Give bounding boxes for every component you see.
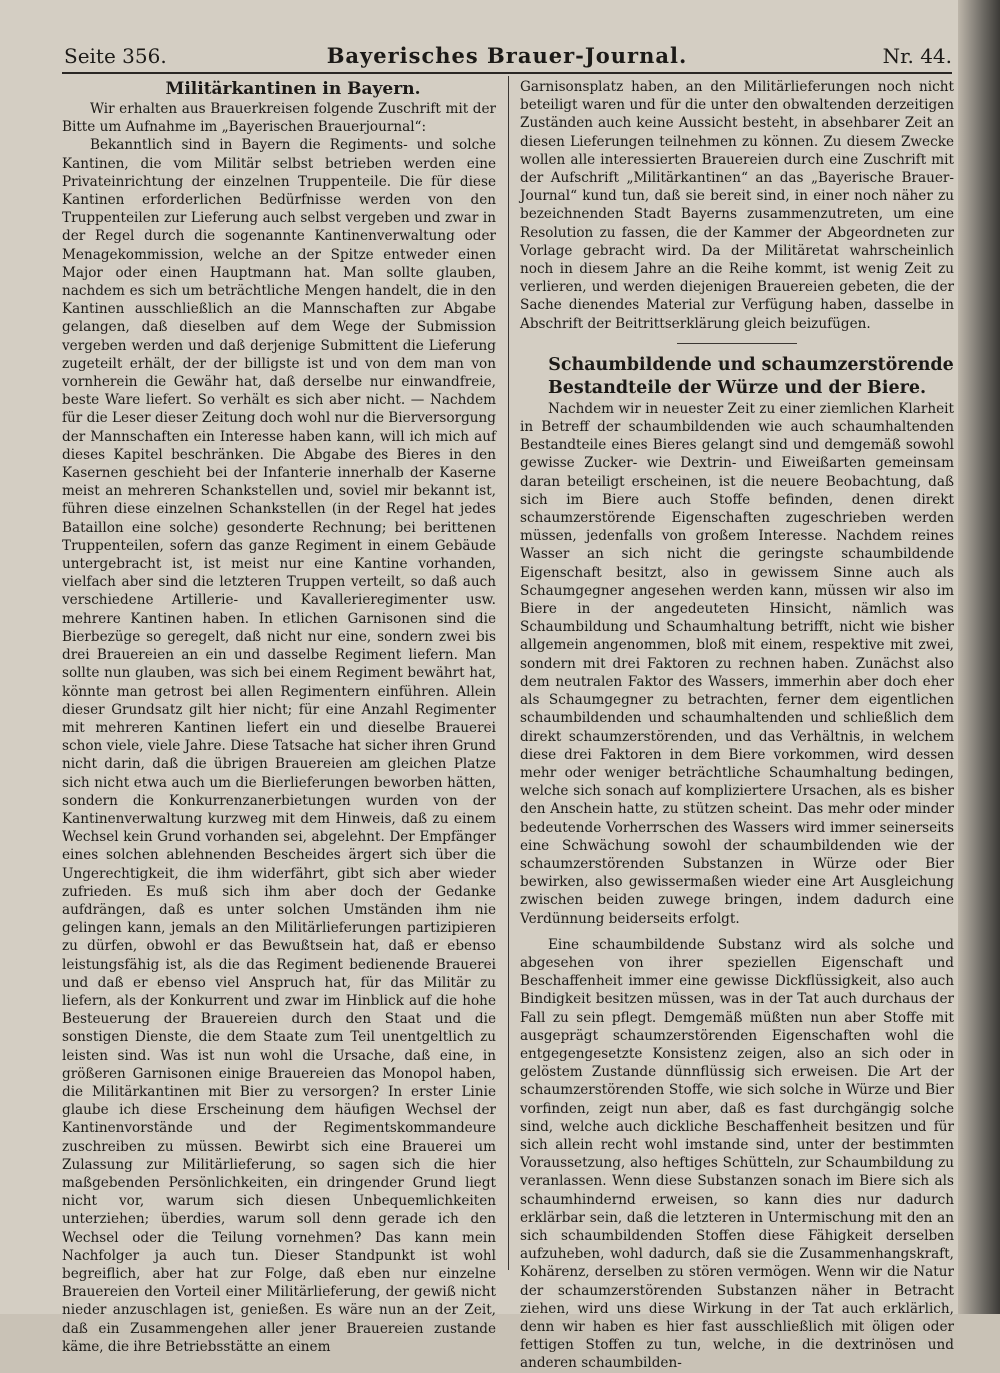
page-header xyxy=(62,42,952,70)
page-edge-shadow xyxy=(958,0,1000,1314)
right-column xyxy=(520,78,954,1373)
column-divider xyxy=(508,76,509,1270)
paragraph-gap xyxy=(520,928,954,936)
journal-title: Bayerisches Brauer-Journal. xyxy=(326,43,688,68)
page-number: Seite 356. xyxy=(64,44,167,68)
left-column xyxy=(62,78,496,1356)
article-continuation: Garnisonsplatz haben, an den Militärlieferungen noch nicht beteiligt waren und für die unter den obwaltenden derzeitigen Zuständen auch keine Aussicht besteht, in absehbarer Zeit an diesen Lieferungen teilnehmen zu können. Zu diesem Zwecke wollen alle interessierten Brauereien durch eine Zuschrift mit der Aufschrift „Militärkantinen“ an das „Bayerische Brauer-Journal“ kund tun, daß sie bereit sind, in einer noch näher zu bezeichnenden Stadt Bayerns zusammenzutreten, um eine Resolution zu fassen, die der Kammer der Abgeordneten zur Vorlage gebracht wird. Da der Militäretat wahrscheinlich noch in diesem Jahre an die Reihe kommt, ist wenig Zeit zu verlieren, und werden diejenigen Brauereien gebeten, die der Sache dienendes Material zur Verfügung haben, dasselbe in Abschrift der Beitrittserklärung gleich beizufügen. xyxy=(520,79,954,332)
article-title-militaerkantinen: Militärkantinen in Bayern. xyxy=(165,79,421,99)
article-paragraph: Eine schaumbildende Substanz wird als solche und abgesehen von ihrer speziellen Eigenschaft und Beschaffenheit immer eine gewisse Dickflüssigkeit, also auch Bindigkeit besitzen müssen, was in der Tat auch durchaus der Fall zu sein pflegt. Demgemäß müßten nun aber Stoffe mit ausgeprägt schaumzerstörenden Eigenschaften wohl die entgegengesetzte Konsistenz zeigen, also an sich oder in gelöstem Zustande dünnflüssig sich erweisen. Die Art der schaumzerstörenden Stoffe, wie sich solche in Würze und Bier vorfinden, zeigt nun aber, daß es fast durchgängig solche sind, welche auch dickliche Beschaffenheit besitzen und für sich allein recht wohl imstande sind, unter der bestimmten Voraussetzung, also heftiges Schütteln, zur Schaumbildung zu veranlassen. Wenn diese Substanzen sonach im Biere sich als schaumhindernd erweisen, so kann dies nur dadurch erklärbar sein, daß die letzteren in Untermischung mit den an sich schaumbildenden Stoffen diese Fähigkeit derselben aufzuheben, wohl dadurch, daß sie die Zusammenhangskraft, Kohärenz, derselben zu stören vermögen. Wenn wir die Natur der schaumzerstörenden Substanzen näher in Betracht ziehen, wird uns diese Wirkung in der Tat auch erklärlich, denn wir haben es hier fast ausschließlich mit öligen oder fettigen Stoffen zu tun, welche, in die dextrinösen und anderen schaumbilden- xyxy=(520,936,954,1372)
article-separator xyxy=(677,343,797,344)
header-rule xyxy=(62,72,952,74)
article-title-schaum: Schaumbildende und schaumzerstörende Bestandteile der Würze und der Biere. xyxy=(547,354,954,398)
article-paragraph: Bekanntlich sind in Bayern die Regiments- und solche Kantinen, die vom Militär selbst betrieben werden eine Privateinrichtung der einzelnen Truppenteile. Die für diese Kantinen erforderlichen Bedürfnisse werden von den Truppenteilen zur Lieferung auch selbst vergeben und zwar in der Regel durch die sogenannte Kantinenverwaltung oder Menagekommission, welche an der Spitze entweder einen Major oder einen Hauptmann hat. Man sollte glauben, nachdem es sich um beträchtliche Mengen handelt, die in den Kantinen ausschließlich an die Mannschaften zur Abgabe gelangen, daß dieselben auf dem Wege der Submission vergeben werden und daß derjenige Submittent die Lieferung zugeteilt erhält, der der billigste ist und von dem man von vornherein die Gewähr hat, daß derselbe nur einwandfreie, beste Ware liefert. So verhält es sich aber nicht. — Nachdem für die Leser dieser Zeitung doch wohl nur die Bierversorgung der Mannschaften ein Interesse haben kann, will ich mich auf dieses Kapitel beschränken. Die Abgabe des Bieres in den Kasernen geschieht bei der Infanterie innerhalb der Kaserne meist an mehreren Schankstellen und, soviel mir bekannt ist, führen diese einzelnen Schankstellen (in der Regel hat jedes Bataillon eine solche) gesonderte Rechnung; bei berittenen Truppenteilen, sofern das ganze Regiment in einem Gebäude untergebracht ist, ist meist nur eine Kantine vorhanden, vielfach aber sind die letzteren Truppen verteilt, so daß auch verschiedene Artillerie- und Kavallerieregimenter usw. mehrere Kantinen haben. In etlichen Garnisonen sind die Bierbezüge so geregelt, daß nicht nur eine, sondern zwei bis drei Brauereien an ein und dasselbe Regiment liefern. Man sollte nun glauben, was sich bei einem Regiment bewährt hat, könnte man getrost bei allen Regimentern einführen. Allein dieser Grundsatz gilt hier nicht; für eine Anzahl Regimenter mit mehreren Kantinen liefert ein und dieselbe Brauerei schon viele, viele Jahre. Diese Tatsache hat sicher ihren Grund nicht darin, daß die übrigen Brauereien am gleichen Platze sich nicht etwa auch um die Bierlieferungen beworben hätten, sondern die Konkurrenzanerbietungen wurden von der Kantinenverwaltung kurzweg mit dem Hinweis, daß zu einem Wechsel kein Grund vorhanden sei, abgelehnt. Der Empfänger eines solchen ablehnenden Bescheides ärgert sich über die Ungerechtigkeit, die ihm widerfährt, gibt sich aber wieder zufrieden. Es muß sich ihm aber doch der Gedanke aufdrängen, daß es unter solchen Umständen ihm nie gelingen kann, jemals an den Militärlieferungen partizipieren zu dürfen, obwohl er das Bewußtsein hat, daß er ebenso leistungsfähig ist, als die das Regiment bedienende Brauerei und daß er ebenso viel Anspruch hat, für das Militär zu liefern, als der Konkurrent und zwar im Hinblick auf die hohe Besteuerung der Brauereien durch den Staat und die sonstigen Dienste, die dem Staate zum Teil unentgeltlich zu leisten sind. Was ist nun wohl die Ursache, daß eine, in größeren Garnisonen einige Brauereien das Monopol haben, die Militärkantinen mit Bier zu versorgen? In erster Linie glaube ich diese Erscheinung dem häufigen Wechsel der Kantinenvorstände und der Regimentskommandeure zuschreiben zu müssen. Bewirbt sich eine Brauerei um Zulassung zur Militärlieferung, so sagen sich die hier maßgebenden Persönlichkeiten, ein dringender Grund liegt nicht vor, warum sich diesen Unbequemlichkeiten unterziehen; überdies, warum soll denn gerade ich den Wechsel oder die Teilung vornehmen? Das kann mein Nachfolger ja auch tun. Dieser Standpunkt ist wohl begreiflich, aber hat zur Folge, daß eben nur einzelne Brauereien den Vorteil einer Militärlieferung, der gewiß nicht nieder anzuschlagen ist, genießen. Es wäre nun an der Zeit, daß ein Zusammengehen aller jener Brauereien zustande käme, die ihre Betriebsstätte an einem xyxy=(62,137,496,1355)
article-paragraph: Wir erhalten aus Brauerkreisen folgende Zuschrift mit der Bitte um Aufnahme im „Bayerischen Brauerjournal“: xyxy=(62,101,496,136)
issue-number: Nr. 44. xyxy=(882,44,952,68)
article-paragraph: Nachdem wir in neuester Zeit zu einer ziemlichen Klarheit in Betreff der schaumbildenden wie auch schaumhaltenden Bestandteile eines Bieres gelangt sind und demgemäß sowohl gewisse Zucker- wie Dextrin- und Eiweißarten gemeinsam daran beteiligt erscheinen, ist die neuere Beobachtung, daß sich im Biere auch Stoffe befinden, denen direkt schaumzerstörende Eigenschaften zugeschrieben werden müssen, jedenfalls von großem Interesse. Nachdem reines Wasser an sich nicht die geringste schaumbildende Eigenschaft besitzt, also in gewissem Sinne auch als Schaumgegner angesehen werden kann, müssen wir also im Biere in der angedeuteten Hinsicht, nämlich was Schaumbildung und Schaumhaltung betrifft, nicht wie bisher allgemein angenommen, bloß mit einem, respektive mit zwei, sondern mit drei Faktoren zu rechnen haben. Zunächst also dem neutralen Faktor des Wassers, immerhin aber doch eher als Schaumgegner zu betrachten, ferner dem eigentlichen schaumbildenden und schaumhaltenden und schließlich dem direkt schaumzerstörenden, und das Verhältnis, in welchem diese drei Faktoren in dem Biere vorkommen, wird dessen mehr oder weniger beträchtliche Schaumhaltung bedingen, welche sich sonach auf kompliziertere Ursachen, als es bisher den Anschein hatte, zu stützen scheint. Das mehr oder minder bedeutende Vorherrschen des Wassers wird immer seinerseits eine Schwächung sowohl der schaumbildenden wie der schaumzerstörenden Substanzen in Würze oder Bier bewirken, also gewissermaßen wieder eine Art Ausgleichung zwischen beiden zuwege bringen, indem dadurch eine Verdünnung beiderseits erfolgt. xyxy=(520,400,954,927)
